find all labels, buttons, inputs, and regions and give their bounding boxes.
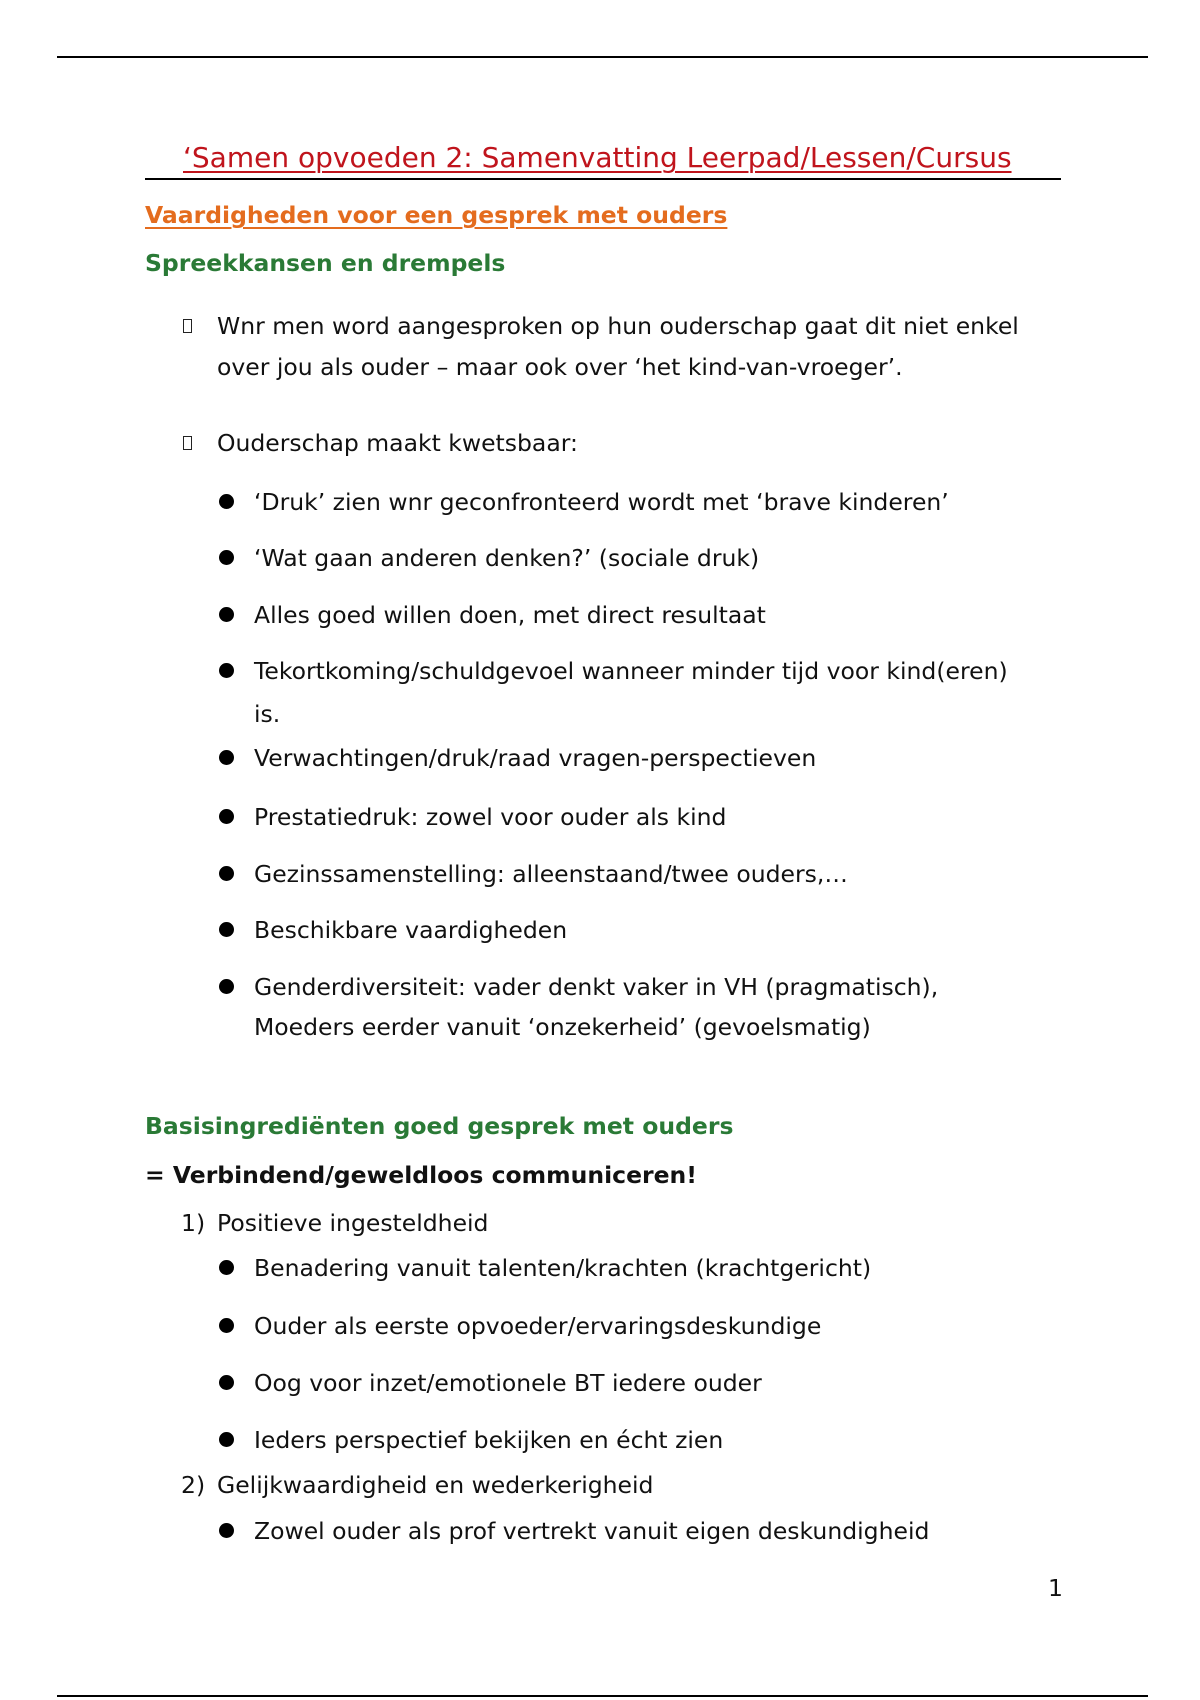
filled-circle-icon (219, 663, 234, 678)
filled-circle-icon (219, 1260, 234, 1275)
filled-circle-icon (219, 809, 234, 824)
bullet-box-icon (183, 319, 192, 333)
header-rule (57, 56, 1148, 58)
sub-heading-spreekkansen: Spreekkansen en drempels (145, 249, 506, 277)
bullet-text: Beschikbare vaardigheden (254, 916, 568, 944)
sub-heading-basisingredienten: Basisingrediënten goed gesprek met ouders (145, 1112, 734, 1140)
title-underline-rule (145, 178, 1061, 180)
bullet-text: ‘Druk’ zien wnr geconfronteerd wordt met ‘brave kinderen’ (254, 488, 949, 516)
lead-statement: = Verbindend/geweldloos communiceren! (145, 1161, 698, 1189)
bullet-text: Prestatiedruk: zowel voor ouder als kind (254, 803, 727, 831)
bullet-text: is. (254, 700, 281, 728)
bullet-text: Zowel ouder als prof vertrekt vanuit eigen deskundigheid (254, 1517, 930, 1545)
filled-circle-icon (219, 1523, 234, 1538)
list-item-text: Ouderschap maakt kwetsbaar: (217, 429, 578, 457)
filled-circle-icon (219, 979, 234, 994)
filled-circle-icon (219, 1432, 234, 1447)
bullet-text: Gezinssamenstelling: alleenstaand/twee ouders,… (254, 860, 848, 888)
page-number: 1 (1048, 1574, 1063, 1602)
item-number: 2) (181, 1471, 206, 1499)
bullet-text: ‘Wat gaan anderen denken?’ (sociale druk) (254, 544, 760, 572)
bullet-text: Alles goed willen doen, met direct resultaat (254, 601, 766, 629)
footer-rule (57, 1695, 1148, 1697)
list-item-text: over jou als ouder – maar ook over ‘het kind-van-vroeger’. (217, 353, 903, 381)
document-title: ‘Samen opvoeden 2: Samenvatting Leerpad/Lessen/Cursus (183, 141, 1012, 174)
filled-circle-icon (219, 607, 234, 622)
bullet-text: Genderdiversiteit: vader denkt vaker in VH (pragmatisch), (254, 973, 939, 1001)
filled-circle-icon (219, 922, 234, 937)
bullet-box-icon (183, 436, 192, 450)
list-item-text: Wnr men word aangesproken op hun ouderschap gaat dit niet enkel (217, 312, 1019, 340)
filled-circle-icon (219, 494, 234, 509)
bullet-text: Verwachtingen/druk/raad vragen-perspectieven (254, 744, 817, 772)
bullet-text: Moeders eerder vanuit ‘onzekerheid’ (gevoelsmatig) (254, 1013, 871, 1041)
bullet-text: Benadering vanuit talenten/krachten (krachtgericht) (254, 1254, 872, 1282)
filled-circle-icon (219, 1375, 234, 1390)
bullet-text: Oog voor inzet/emotionele BT iedere ouder (254, 1369, 762, 1397)
bullet-text: Tekortkoming/schuldgevoel wanneer minder tijd voor kind(eren) (254, 657, 1008, 685)
bullet-text: Ieders perspectief bekijken en écht zien (254, 1426, 724, 1454)
filled-circle-icon (219, 866, 234, 881)
filled-circle-icon (219, 550, 234, 565)
numbered-item-label: Gelijkwaardigheid en wederkerigheid (217, 1471, 654, 1499)
item-number: 1) (181, 1209, 206, 1237)
section-heading: Vaardigheden voor een gesprek met ouders (145, 201, 728, 229)
filled-circle-icon (219, 750, 234, 765)
bullet-text: Ouder als eerste opvoeder/ervaringsdeskundige (254, 1312, 822, 1340)
filled-circle-icon (219, 1318, 234, 1333)
numbered-item-label: Positieve ingesteldheid (217, 1209, 489, 1237)
